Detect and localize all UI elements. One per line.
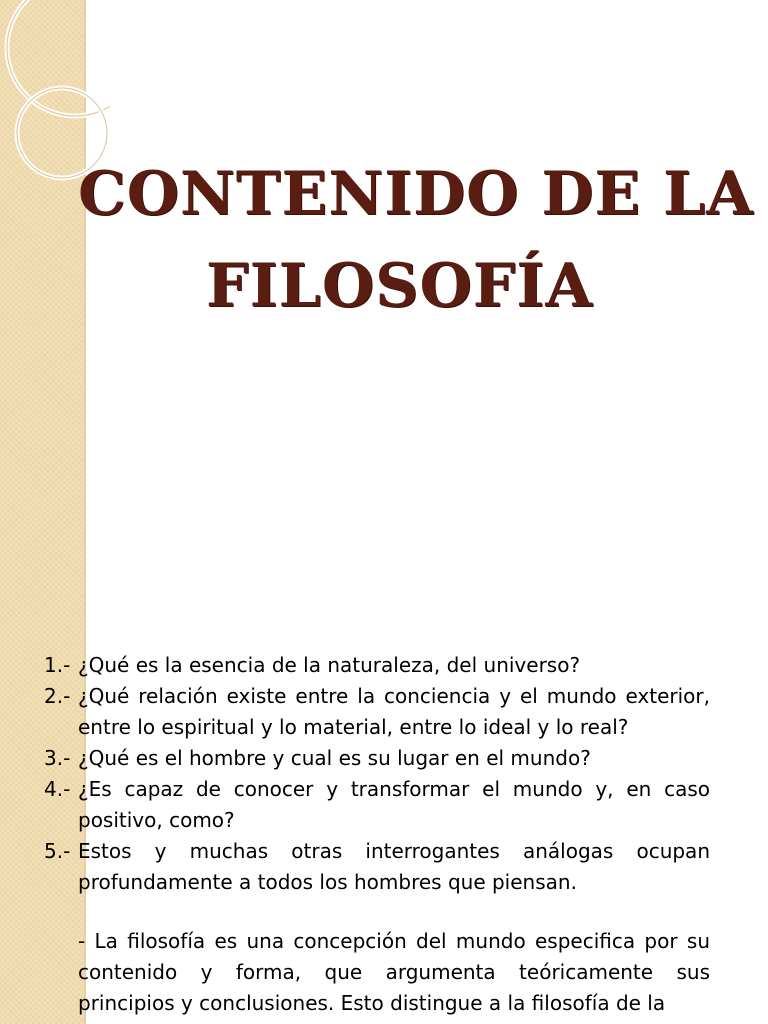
question-number: 4.-	[44, 777, 71, 801]
question-text: ¿Es capaz de conocer y transformar el mundo y, en caso positivo, como?	[78, 777, 710, 832]
question-number: 5.-	[44, 839, 71, 863]
question-number: 2.-	[44, 684, 71, 708]
question-item	[44, 681, 710, 743]
slide-body	[44, 650, 710, 1019]
question-number: 1.-	[44, 653, 71, 677]
question-text: ¿Qué relación existe entre la conciencia y el mundo exterior, entre lo espiritual y lo material, entre lo ideal y lo real?	[78, 684, 710, 739]
question-item	[44, 743, 710, 774]
slide-title-line-1: CONTENIDO DE LA	[78, 159, 754, 229]
slide-title-line-2: FILOSOFÍA	[206, 251, 593, 321]
body-paragraph: - La filosofía es una concepción del mundo especifica por su contenido y forma, que argumenta teóricamente sus principios y conclusiones. Esto distingue a la filosofía de la	[78, 929, 710, 1015]
slide-title	[78, 148, 758, 332]
question-item	[44, 774, 710, 836]
question-item	[44, 836, 710, 898]
question-text: ¿Qué es el hombre y cual es su lugar en el mundo?	[78, 746, 591, 770]
question-number: 3.-	[44, 746, 71, 770]
question-text: Estos y muchas otras interrogantes análogas ocupan profundamente a todos los hombres que piensan.	[78, 839, 710, 894]
question-text: ¿Qué es la esencia de la naturaleza, del universo?	[78, 653, 581, 677]
question-item	[44, 650, 710, 681]
